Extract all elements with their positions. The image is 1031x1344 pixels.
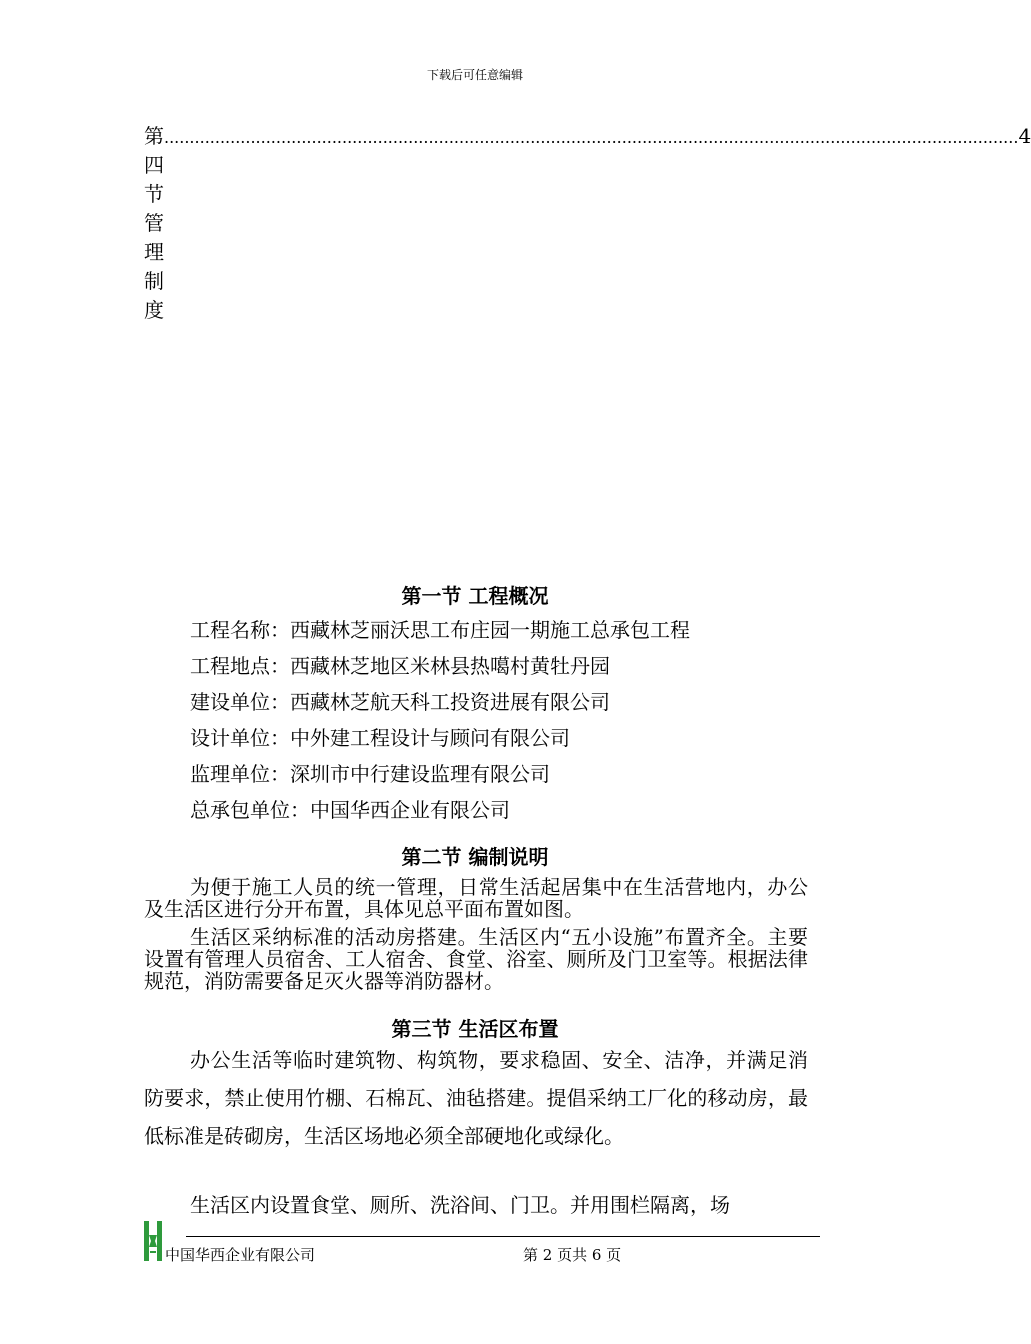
explanation-paragraph-1: 为便于施工人员的统一管理，日常生活起居集中在生活营地内，办公及生活区进行分开布置，具体见总平面布置如图。 — [144, 875, 808, 921]
company-logo — [144, 1221, 162, 1261]
project-location-line: 工程地点：西藏林芝地区米林县热噶村黄牡丹园 — [190, 654, 610, 678]
living-area-paragraph-1: 办公生活等临时建筑物、构筑物，要求稳固、安全、洁净，并满足消防要求，禁止使用竹棚、石棉瓦、油毡搭建。提倡采纳工厂化的移动房，最低标准是砖砌房，生活区场地必须全部硬地化或绿化。 — [144, 1048, 808, 1148]
designer-line: 设计单位：中外建工程设计与顾问有限公司 — [190, 726, 570, 750]
toc-leader-dots: ........................................................................................................................................................................ — [164, 128, 1019, 147]
toc-entry-label: 第四节 管理制度 — [144, 124, 164, 322]
living-area-paragraph-2: 生活区内设置食堂、厕所、洗浴间、门卫。并用围栏隔离，场 — [190, 1193, 730, 1217]
project-name-line: 工程名称：西藏林芝丽沃思工布庄园一期施工总承包工程 — [190, 618, 690, 642]
header-note: 下载后可任意编辑 — [426, 68, 523, 82]
client-line: 建设单位：西藏林芝航天科工投资进展有限公司 — [190, 690, 610, 714]
contractor-line: 总承包单位：中国华西企业有限公司 — [190, 798, 510, 822]
explanation-paragraph-2: 生活区采纳标准的活动房搭建。生活区内“五小设施”布置齐全。主要设置有管理人员宿舍、工人宿舍、食堂、浴室、厕所及门卫室等。根据法律规范，消防需要备足灭火器等消防器材。 — [144, 925, 808, 993]
section-title-living-area: 第三节 生活区布置 — [391, 1017, 559, 1041]
supervisor-line: 监理单位：深圳市中行建设监理有限公司 — [190, 762, 550, 786]
footer-divider — [186, 1236, 820, 1237]
toc-entry — [144, 120, 1031, 323]
section-title-explanation: 第二节 编制说明 — [401, 845, 549, 869]
footer-page-number: 第 2 页共 6 页 — [523, 1246, 622, 1264]
footer-company-name: 中国华西企业有限公司 — [165, 1246, 316, 1264]
toc-entry-page: 4 — [1018, 124, 1031, 148]
section-title-overview: 第一节 工程概况 — [401, 584, 549, 608]
